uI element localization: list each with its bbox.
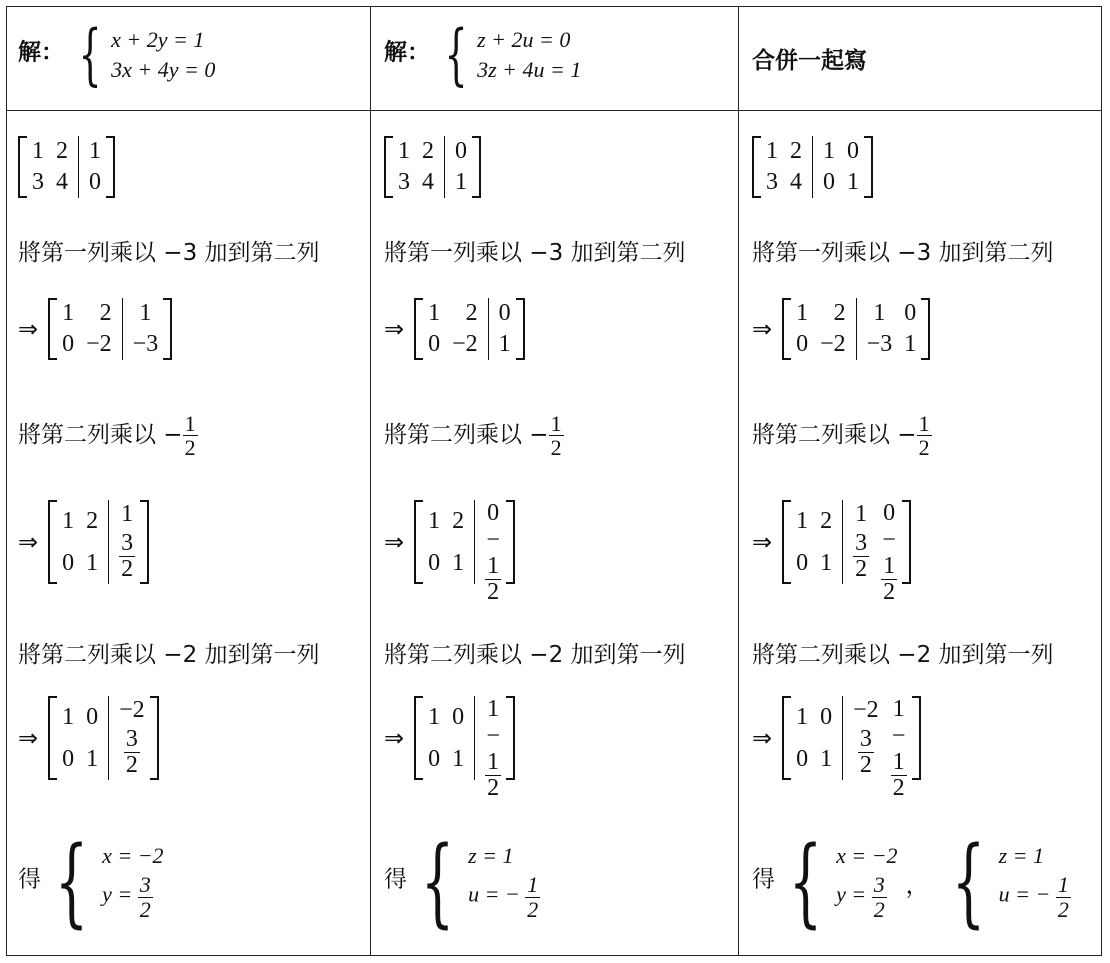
- step-text: 將第一列乘以 −3 加到第二列: [384, 240, 686, 266]
- matrix-entry: 1: [873, 300, 886, 326]
- matrix-entry: 2: [790, 138, 802, 164]
- augmented-matrix: [414, 298, 525, 360]
- matrix-entry: 0: [428, 745, 441, 772]
- matrix-entry: −2: [820, 331, 846, 357]
- header-label: 合併一起寫: [752, 48, 867, 74]
- column-divider-1: [370, 6, 371, 956]
- solution: [752, 826, 1071, 938]
- augmented-matrix: [782, 500, 911, 606]
- implies-arrow-icon: ⇒: [384, 528, 405, 556]
- matrix-entry-fraction: [881, 554, 897, 605]
- solution: [384, 826, 540, 938]
- matrix-entry: 1: [139, 300, 152, 326]
- matrix-entry: −3: [132, 331, 159, 357]
- augment-separator: [108, 500, 109, 584]
- solution: [18, 826, 164, 938]
- matrix-entry: 0: [89, 169, 101, 195]
- matrix-entry: 0: [904, 300, 917, 326]
- matrix-entry-fraction: [124, 727, 140, 778]
- matrix-entry: 0: [796, 745, 809, 772]
- matrix-entry: 4: [422, 169, 434, 195]
- matrix-entry: 1: [855, 501, 868, 528]
- step-text: 將第二列乘以 − $\frac{1}{2}$: [752, 411, 930, 461]
- denominator: 2: [125, 752, 138, 779]
- equation: z + 2u = 0: [477, 27, 571, 52]
- result-label: 得: [18, 866, 41, 893]
- matrix-entry: 3: [766, 169, 778, 195]
- matrix-step-1: [18, 298, 172, 360]
- step-text: 將第一列乘以 −3 加到第二列: [18, 240, 320, 266]
- denominator: 2: [121, 556, 134, 583]
- minus-sign: −: [891, 723, 906, 749]
- matrix-entry: 1: [820, 549, 833, 576]
- matrix-entry: 0: [62, 745, 75, 772]
- matrix-entry: 1: [86, 745, 99, 772]
- denominator: 2: [855, 556, 868, 583]
- minus-sign: −: [486, 723, 500, 749]
- matrix-entry: −2: [853, 697, 879, 724]
- augmented-matrix: [48, 298, 172, 360]
- augmented-matrix: [18, 136, 115, 198]
- augmented-matrix: [384, 136, 481, 198]
- matrix-entry: 0: [883, 500, 896, 526]
- matrix-step-2: [384, 500, 515, 606]
- matrix-entry: 0: [62, 549, 75, 576]
- matrix-step-2: [18, 500, 149, 584]
- matrix-entry: −3: [866, 331, 893, 357]
- implies-arrow-icon: ⇒: [384, 724, 405, 752]
- matrix-entry: 0: [452, 703, 465, 730]
- matrix-entry: 3: [32, 169, 44, 195]
- augmented-matrix: [414, 696, 515, 802]
- solution-system: { z = 1 u = − $\frac{1}{2}$: [951, 826, 1069, 938]
- augmented-matrix: [48, 500, 149, 584]
- numerator: 3: [125, 726, 138, 753]
- matrix-entry-fraction: [485, 750, 501, 801]
- matrix-entry: 4: [56, 169, 68, 195]
- matrix-entry: 1: [452, 745, 465, 772]
- matrix-entry: −2: [452, 331, 478, 357]
- augment-separator: [78, 136, 79, 198]
- initial-matrix: [752, 136, 873, 198]
- matrix-entry: 1: [498, 331, 511, 357]
- matrix-entry: 0: [428, 549, 441, 576]
- matrix-entry: 0: [823, 169, 835, 195]
- augment-separator: [812, 136, 813, 198]
- matrix-entry: 1: [89, 138, 101, 164]
- matrix-entry: 0: [62, 331, 75, 357]
- matrix-entry: 2: [465, 300, 478, 326]
- matrix-entry: 0: [428, 331, 441, 357]
- matrix-entry: 0: [487, 500, 500, 526]
- matrix-entry: 1: [847, 169, 859, 195]
- matrix-entry: 4: [790, 169, 802, 195]
- augment-separator: [474, 696, 475, 780]
- result-label: 得: [384, 866, 407, 893]
- step-text: 將第二列乘以 − $\frac{1}{2}$: [18, 411, 196, 461]
- matrix-entry: 1: [62, 300, 75, 326]
- numerator: 3: [121, 530, 134, 557]
- matrix-entry: 1: [820, 745, 833, 772]
- matrix-entry-fraction: [485, 554, 501, 605]
- equation: 3x + 4y = 0: [111, 57, 216, 82]
- denominator: 2: [859, 752, 872, 779]
- denominator: 2: [487, 579, 500, 606]
- augment-separator: [444, 136, 445, 198]
- solution-system: { z = 1 u = − $\frac{1}{2}$: [420, 826, 539, 938]
- header-label: 解：: [18, 39, 64, 66]
- matrix-entry-fraction: [858, 727, 874, 778]
- matrix-entry: 1: [62, 507, 75, 534]
- column-1: [18, 6, 363, 956]
- step-text: 將第二列乘以 −2 加到第一列: [384, 642, 686, 668]
- matrix-entry: 0: [86, 703, 99, 730]
- augment-separator: [474, 500, 475, 584]
- numerator: 1: [883, 553, 896, 579]
- matrix-step-3: [384, 696, 515, 802]
- solution-system: { x = −2 y = $\frac{3}{2}$: [54, 826, 164, 938]
- matrix-entry: 2: [99, 300, 112, 326]
- matrix-entry: 1: [796, 703, 809, 730]
- matrix-step-3: [752, 696, 921, 802]
- implies-arrow-icon: ⇒: [752, 724, 773, 752]
- matrix-entry: 1: [455, 169, 467, 195]
- matrix-entry: 1: [62, 703, 75, 730]
- matrix-entry: 0: [455, 138, 467, 164]
- matrix-entry: 1: [823, 138, 835, 164]
- augmented-matrix: [782, 298, 930, 360]
- result-label: 得: [752, 866, 775, 893]
- matrix-step-1: [752, 298, 930, 360]
- matrix-entry: −2: [86, 331, 112, 357]
- matrix-entry: 0: [847, 138, 859, 164]
- denominator: 2: [487, 775, 500, 802]
- solution-system: { x = −2 y = $\frac{3}{2}$: [788, 826, 898, 938]
- brace-icon: {: [444, 16, 468, 93]
- matrix-entry: 1: [428, 507, 441, 534]
- augment-separator: [856, 298, 857, 360]
- implies-arrow-icon: ⇒: [752, 315, 773, 343]
- matrix-entry-fraction: [119, 531, 135, 582]
- column-divider-2: [738, 6, 739, 956]
- matrix-entry: −2: [119, 697, 145, 724]
- step-text: 將第一列乘以 −3 加到第二列: [752, 240, 1054, 266]
- column-2: [384, 6, 729, 956]
- augment-separator: [842, 500, 843, 584]
- matrix-entry: 2: [820, 507, 833, 534]
- augmented-matrix: [48, 696, 159, 780]
- augment-separator: [108, 696, 109, 780]
- augment-separator: [122, 298, 123, 360]
- minus-sign: −: [882, 527, 896, 553]
- step-text: 將第二列乘以 −2 加到第一列: [752, 642, 1054, 668]
- implies-arrow-icon: ⇒: [18, 724, 39, 752]
- matrix-entry: 1: [428, 703, 441, 730]
- matrix-entry: 2: [422, 138, 434, 164]
- implies-arrow-icon: ⇒: [752, 528, 773, 556]
- matrix-entry: 1: [32, 138, 44, 164]
- matrix-step-2: [752, 500, 911, 606]
- augmented-matrix: [414, 500, 515, 606]
- header-label: 解：: [384, 39, 430, 66]
- matrix-entry: 1: [892, 696, 905, 722]
- matrix-entry: 2: [86, 507, 99, 534]
- matrix-entry: 1: [796, 300, 809, 326]
- matrix-entry-fraction: [853, 531, 869, 582]
- numerator: 3: [855, 530, 868, 557]
- matrix-entry: 1: [766, 138, 778, 164]
- brace-icon: {: [78, 16, 102, 93]
- matrix-entry: 2: [56, 138, 68, 164]
- initial-matrix: [384, 136, 481, 198]
- matrix-entry: 1: [487, 696, 500, 722]
- step-text: 將第二列乘以 − $\frac{1}{2}$: [384, 411, 562, 461]
- implies-arrow-icon: ⇒: [18, 528, 39, 556]
- equation: 3z + 4u = 1: [477, 57, 582, 82]
- comma: ，: [905, 872, 930, 899]
- step-text: 將第二列乘以 −2 加到第一列: [18, 642, 320, 668]
- matrix-entry: 1: [452, 549, 465, 576]
- matrix-entry: 1: [86, 549, 99, 576]
- matrix-entry: 1: [428, 300, 441, 326]
- numerator: 1: [892, 749, 905, 775]
- numerator: 1: [487, 553, 500, 579]
- implies-arrow-icon: ⇒: [18, 315, 39, 343]
- matrix-entry: 1: [398, 138, 410, 164]
- matrix-entry: 0: [498, 300, 511, 326]
- matrix-entry: 2: [833, 300, 846, 326]
- denominator: 2: [892, 775, 905, 802]
- numerator: 1: [487, 749, 500, 775]
- matrix-step-1: [384, 298, 525, 360]
- minus-sign: −: [486, 527, 500, 553]
- matrix-entry: 3: [398, 169, 410, 195]
- augment-separator: [488, 298, 489, 360]
- matrix-entry: 1: [904, 331, 917, 357]
- equation: x + 2y = 1: [111, 27, 205, 52]
- augment-separator: [842, 696, 843, 780]
- numerator: 3: [859, 726, 872, 753]
- augmented-matrix: [752, 136, 873, 198]
- implies-arrow-icon: ⇒: [384, 315, 405, 343]
- matrix-entry: 1: [121, 501, 134, 528]
- matrix-entry: 0: [796, 549, 809, 576]
- matrix-entry-fraction: [891, 750, 907, 801]
- matrix-entry: 0: [820, 703, 833, 730]
- matrix-entry: 2: [452, 507, 465, 534]
- initial-matrix: [18, 136, 115, 198]
- augmented-matrix: [782, 696, 921, 802]
- column-3: [752, 6, 1097, 956]
- matrix-entry: 0: [796, 331, 809, 357]
- denominator: 2: [883, 579, 896, 606]
- matrix-step-3: [18, 696, 159, 780]
- matrix-entry: 1: [796, 507, 809, 534]
